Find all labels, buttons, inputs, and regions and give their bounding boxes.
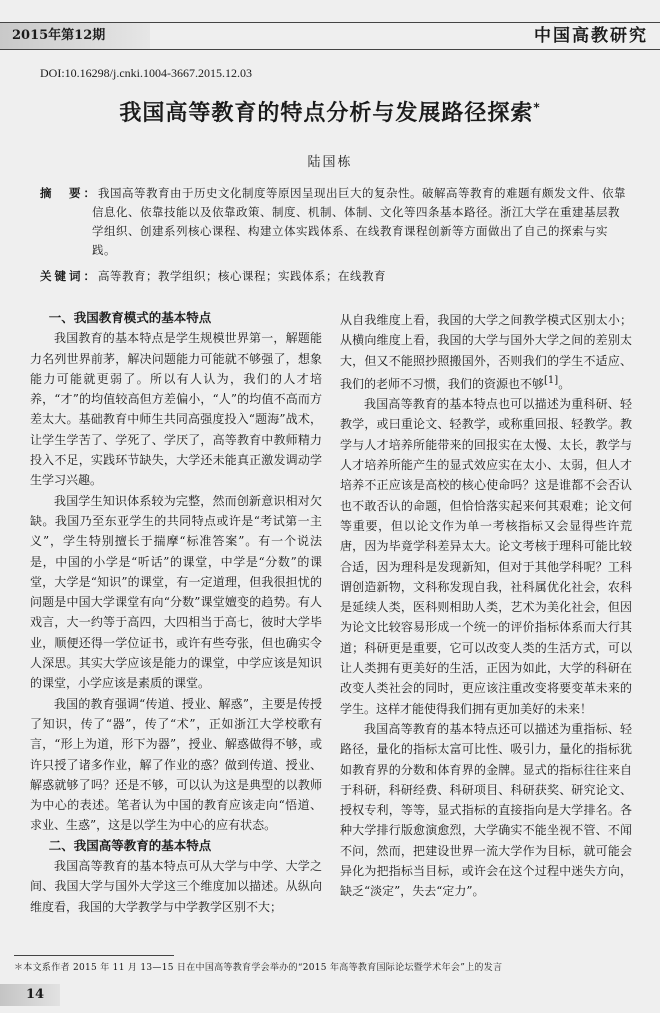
paragraph: 我国高等教育的基本特点也可以描述为重科研、轻教学，或曰重论文、轻教学，或称重回报、轻教学。教学与人才培养所能带来的回报实在太慢、太长，教学与人才培养所能产生的显式效应实在太小、太弱，但人才培养不正应该是高校的核心使命吗？这是谁都不会否认也不敢否认的命题，但恰恰落实起来何其艰难；论文何等重要，但以论文作为单一考核指标又会显得些许荒唐，因为毕竟学科差异太大。论文考核于理科可能比较合适，因为理科是发现新知，但对于其他学科呢？工科谓创造新物，文科称发现自我，社科属优化社会，农科是延续人类，医科则相助人类，艺术为美化社会，但因为论文比较容易形成一个统一的评价指标体系而大行其道；科研更是重要，它可以改变人类的生活方式，可以让人类拥有更美好的生活，正因为如此，大学的科研在改变人类社会的同时，更应该注重改变将要变革未来的学生。这样才能使得我们拥有更加美好的未来！ (340, 397, 632, 716)
journal-name: 中国高教研究 (534, 26, 648, 46)
doi-line: DOI:10.16298/j.cnki.1004-3667.2015.12.03 (40, 66, 252, 80)
author-name: 陆国栋 (307, 155, 353, 170)
keywords (40, 268, 630, 284)
section-heading-1: 一、我国教育模式的基本特点 (48, 310, 212, 325)
paragraph: 我国高等教育的基本特点可从大学与中学、大学之间、我国大学与国外大学这三个维度加以描述。从纵向维度看，我国的大学教学与中学教学区别不大； (30, 859, 322, 914)
paragraph: 我国学生知识体系较为完整，然而创新意识相对欠缺。我国乃至东亚学生的共同特点或许是“考试第一主义”，学生特别擅长于揣摩“标准答案”。有一个说法是，中国的小学是“听话”的课堂，中学是“分数”的课堂，大学是“知识”的课堂，有一定道理，但我很担忧的问题是中国大学课堂有向“分数”课堂嬗变的趋势。有人戏言，大一约等于高四，大四相当于高七，彼时大学毕业，顺便还得一学位证书，或许有些夸张，但也确实令人深思。其实大学应该是能力的课堂，中学应该是知识的课堂，小学应该是素质的课堂。 (30, 493, 322, 691)
article-title (0, 96, 660, 127)
section-heading-2: 二、我国高等教育的基本特点 (48, 837, 212, 853)
paragraph-end: 。 (558, 376, 571, 391)
keywords-label: 关键词： (40, 269, 98, 283)
issue-label: 2015年第12期 (0, 23, 150, 49)
abstract-text: 我国高等教育由于历史文化制度等原因呈现出巨大的复杂性。破解高等教育的难题有颇发文件、依靠信息化、依靠技能以及依靠政策、制度、机制、体制、文化等四条基本路径。浙江大学在重建基层教学组织、创建系列核心课程、构建立体实践体系、在线教育课程创新等方面做出了自己的探索与实践。 (92, 186, 626, 257)
running-header (0, 22, 660, 50)
left-column (30, 308, 322, 917)
abstract (40, 184, 630, 260)
right-column (340, 310, 632, 902)
page-number: 14 (26, 987, 45, 1002)
citation-ref: [1] (544, 374, 559, 386)
footnote-divider (14, 955, 174, 956)
keywords-text: 高等教育；教学组织；核心课程；实践体系；在线教育 (98, 269, 386, 283)
title-footnote-mark: * (533, 100, 541, 115)
footnote: ＊本文系作者 2015 年 11 月 13—15 日在中国高等教育学会举办的“2015 年高等教育国际论坛暨学术年会”上的发言 (14, 963, 503, 973)
paragraph: 我国的教育强调“传道、授业、解惑”，主要是传授了知识，传了“器”，传了“术”，正如浙江大学校歌有言，“形上为道，形下为器”，授业、解惑做得不够，或许只授了诸多作业，解了作业的惑？做到传道、授业、解惑就够了吗？还是不够，可以认为这是典型的以教师为中心的表述。笔者认为中国的教育应该走向“悟道、求业、生惑”，这是以学生为中心的应有状态。 (30, 696, 322, 833)
title-text: 我国高等教育的特点分析与发展路径探索 (119, 101, 534, 126)
paragraph: 我国高等教育的基本特点还可以描述为重指标、轻路径，量化的指标太富可比性、吸引力，量化的指标犹如教育界的分数和体育界的金牌。显式的指标往往来自于科研，科研经费、科研项目、科研获奖、研究论文、授权专利，等等，显式指标的直接指向是大学排名。各种大学排行版愈演愈烈，大学确实不能坐视不管、不闻不问，然而，把建设世界一流大学作为目标，就可能会异化为把指标当目标，或许会在这个过程中迷失方向，缺乏“淡定”，失去“定力”。 (340, 721, 632, 899)
paragraph-continued (340, 310, 632, 394)
abstract-label: 摘 要： (40, 186, 98, 200)
page-number-band (0, 984, 60, 1006)
paragraph: 我国教育的基本特点是学生规模世界第一，解题能力名列世界前茅，解决问题能力可能就不够强了，想象能力可能就更弱了。所以有人认为，我们的人才培养，“才”的均值较高但方差偏小，“人”的均值不高而方差太大。基础教育中师生共同高强度投入“题海”战术，让学生学苦了、学死了、学厌了，高等教育中教师精力投入不足，实践环节缺失，大学还未能真正激发调动学生学习兴趣。 (30, 331, 322, 488)
paragraph-text: 从自我维度上看，我国的大学之间教学模式区别太小；从横向维度上看，我国的大学与国外大学之间的差别太大，但又不能照抄照搬国外，否则我们的学生不适应、我们的老师不习惯，我们的资源也不够 (340, 313, 632, 391)
